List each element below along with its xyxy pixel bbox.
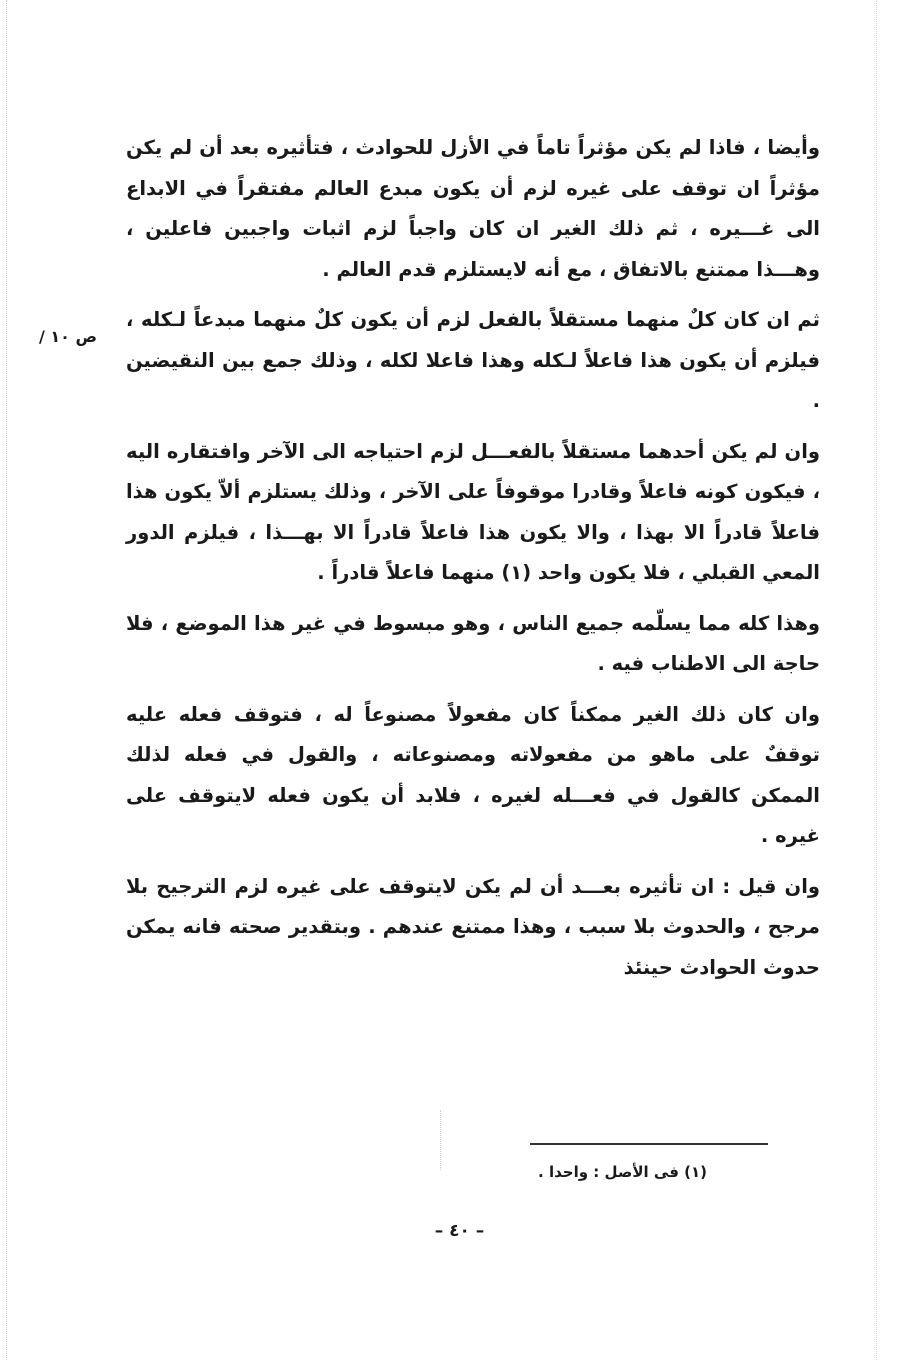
scan-edge-left: [6, 0, 7, 1360]
footnote-rule: [530, 1143, 768, 1145]
page-number: – ٤٠ –: [434, 1221, 485, 1241]
scan-gutter-mark: [440, 1110, 441, 1170]
paragraph-1: وأيضا ، فاذا لم يكن مؤثراً تاماً في الأزل للحوادث ، فتأثيره بعد أن لم يكن مؤثراً ان توقف على غيره لزم أن يكون مبدع العالم مفتقراً في الابداع الى غـــيره ، ثم ذلك الغير ان كان واجباً لزم اثبات واجبين فاعلين ، وهـــذا ممتنع بالاتفاق ، مع أنه لايستلزم قدم العالم .: [126, 136, 820, 281]
page-body: [126, 128, 820, 998]
paragraph-2: ثم ان كان كلٌ منهما مستقلاً بالفعل لزم أن يكون كلٌ منهما مبدعاً لـكله ، فيلزم أن يكون هذا فاعلاً لـكله وهذا فاعلا لكله ، وذلك جمع بين النقيضين .: [126, 308, 820, 412]
paragraph-3: وان لم يكن أحدهما مستقلاً بالفعـــل لزم احتياجه الى الآخر وافتقاره اليه ، فيكون كونه فاعلاً وقادرا موقوفاً على الآخر ، وذلك يستلزم ألاّ يكون هذا فاعلاً قادراً الا بهذا ، والا يكون هذا فاعلاً قادراً الا بهـــذا ، فيلزم الدور المعي القبلي ، فلا يكون واحد (١) منهما فاعلاً قادراً .: [126, 439, 820, 584]
scan-edge-right: [876, 0, 877, 1360]
margin-page-reference: ص ١٠ /: [38, 327, 97, 346]
footnote: (١) فى الأصل : واحدا .: [538, 1163, 707, 1181]
paragraph-6: وان قيل : ان تأثيره بعـــد أن لم يكن لايتوقف على غيره لزم الترجيح بلا مرجح ، والحدوث بلا سبب ، وهذا ممتنع عندهم . وبتقدير صحته فانه يمكن حدوث الحوادث حينئذ: [126, 874, 820, 979]
paragraph-5: وان كان ذلك الغير ممكناً كان مفعولاً مصنوعاً له ، فتوقف فعله عليه توقفٌ على ماهو من مفعولاته ومصنوعاته ، والقول في فعله لذلك الممكن كالقول في فعـــله لغيره ، فلابد أن يكون فعله لايتوقف على غيره .: [126, 702, 820, 847]
paragraph-4: وهذا كله مما يسلّمه جميع الناس ، وهو مبسوط في غير هذا الموضع ، فلا حاجة الى الاطناب فيه .: [126, 611, 820, 675]
